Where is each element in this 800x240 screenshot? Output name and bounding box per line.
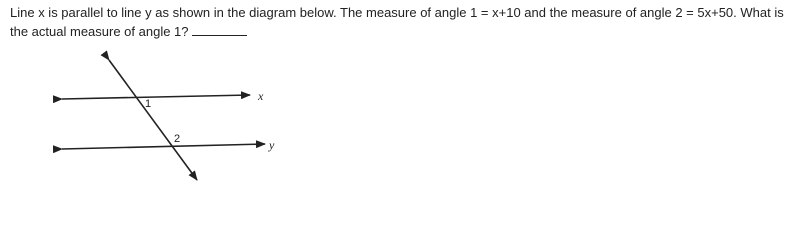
angle-1-label: 1 [145,98,152,110]
line-x [62,95,250,99]
line-y-label: y [269,138,275,152]
line-y [62,144,265,149]
transversal-line [109,60,197,180]
angle-2-label: 2 [174,133,181,145]
question-prompt: Line x is parallel to line y as shown in the diagram below. The measure of angle 1 = x+10 and the measure of angle 2 = 5x+50. What is the actual measure of angle 1? [10,5,784,39]
line-x-label: x [258,89,264,103]
